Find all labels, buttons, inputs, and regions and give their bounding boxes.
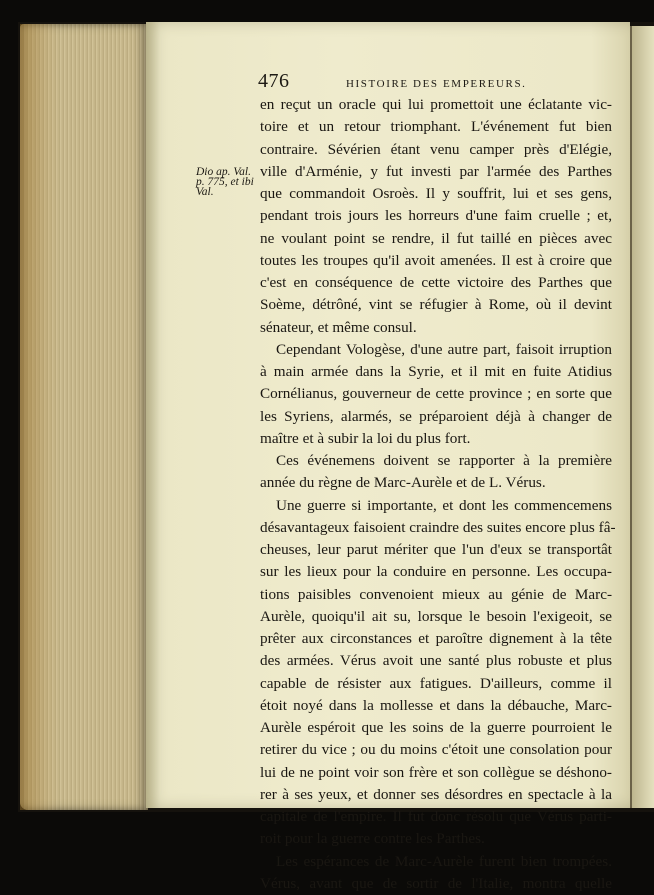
text-line: sénateur, et même consul. [260, 318, 417, 336]
body-text [260, 94, 616, 895]
text-line: en reçut un oracle qui lui promettoit une éclatante vic- [260, 96, 612, 113]
text-line: ville d'Arménie, y fut investi par l'armée des Parthes [260, 162, 612, 180]
text-line: Aurèle espéroit que les soins de la guerre pourroient le [260, 719, 612, 736]
text-line: rer à ses yeux, et donner ses désordres en spectacle à la [260, 785, 612, 803]
text-line: Une guerre si importante, et dont les commencemens [276, 496, 612, 514]
page-edges [20, 24, 148, 810]
text-line: Soème, détrôné, vint se réfugier à Rome, où il devint [260, 296, 612, 314]
text-line: toutes les troupes qu'il avoit amenées. Il est à croire que [260, 251, 612, 269]
text-line: que commandoit Osroès. Il y souffrit, lui et ses gens, [260, 185, 612, 202]
text-line: étoit noyé dans la mollesse et dans la débauche, Marc- [260, 696, 612, 714]
text-line: retirer du vice ; ou du moins c'étoit une consolation pour [260, 741, 612, 759]
text-line: lui de ne point voir son frère et son collègue se déshono- [260, 763, 612, 781]
text-line: désavantageux faisoient craindre des suites encore plus fâ- [260, 518, 616, 536]
edge-stain [20, 24, 60, 810]
text-line: Aurèle, quoiqu'il ait su, lorsque le besoin l'exigeoit, se [260, 607, 612, 625]
text-line: c'est en conséquence de cette victoire des Parthes que [260, 274, 612, 291]
text-line: contraire. Sévérien étant venu camper près d'Elégie, [260, 140, 612, 158]
text-line: année du règne de Marc-Aurèle et de L. Vérus. [260, 474, 546, 492]
text-line: capable de résister aux fatigues. D'ailleurs, comme il [260, 674, 612, 692]
text-line: des armées. Vérus avoit une santé plus robuste et plus [260, 652, 612, 670]
text-line: Vérus, avant que de sortir de l'Italie, montra quelle [260, 874, 612, 892]
text-line: ne voulant point se rendre, il fut taillé en pièces avec [260, 229, 612, 247]
page-header [258, 70, 612, 96]
text-line: sur les lieux pour la conduire en personne. Les occupa- [260, 563, 612, 581]
facing-page-edge [630, 26, 654, 808]
margin-note-line: p. 775, et ibi [196, 176, 254, 188]
text-line: toire et un retour triomphant. L'événement fut bien [260, 118, 612, 136]
text-line: Les espérances de Marc-Aurèle furent bien trompées. [276, 852, 612, 870]
margin-note-line: Val. [196, 186, 214, 198]
text-line: maître et à subir la loi du plus fort. [260, 429, 471, 447]
text-line: roit pour la guerre contre les Parthes. [260, 830, 485, 848]
text-line: prêter aux circonstances et paroître dignement à la tête [260, 630, 612, 647]
margin-note [196, 167, 262, 197]
text-line: les Syriens, alarmés, se préparoient déjà à changer de [260, 407, 612, 425]
page-number: 476 [258, 70, 290, 92]
text-line: tions paisibles convenoient mieux au génie de Marc- [260, 585, 612, 603]
margin-note-line: Dio ap. Val. [196, 166, 251, 178]
running-title: HISTOIRE DES EMPEREURS. [346, 78, 527, 90]
text-line: Cornélianus, gouverneur de cette province ; en sorte que [260, 385, 612, 403]
text-line: capitale de l'empire. Il fut donc résolu que Vérus parti- [260, 808, 612, 825]
text-line: pendant trois jours les horreurs d'une faim cruelle ; et, [260, 207, 612, 225]
text-line: Cependant Vologèse, d'une autre part, faisoit irruption [276, 340, 612, 358]
text-line: à main armée dans la Syrie, et il mit en fuite Atidius [260, 363, 612, 380]
text-line: cheuses, leur parut mériter que l'un d'eux se transportât [260, 541, 612, 558]
text-line: Ces événemens doivent se rapporter à la première [276, 452, 612, 469]
